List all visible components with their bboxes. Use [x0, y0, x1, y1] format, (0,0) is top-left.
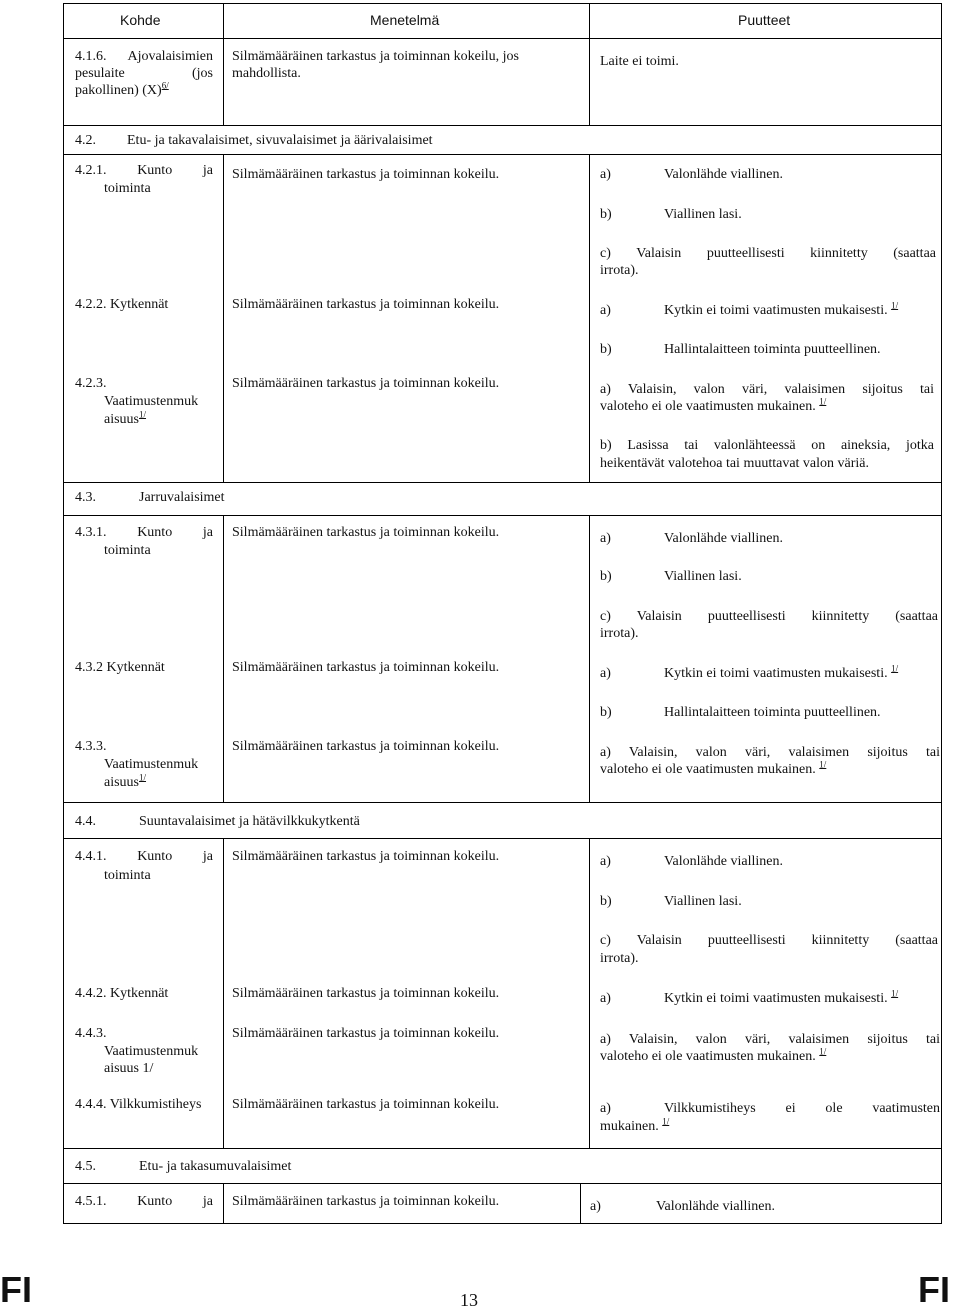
kohde-cell: 4.2.1. Kunto ja: [75, 163, 213, 178]
menetelma-cell: Silmämääräinen tarkastus ja toiminnan kokeilu.: [232, 739, 500, 754]
kohde-cell: toiminta: [104, 181, 151, 196]
column-header-menetelma: Menetelmä: [370, 12, 440, 28]
kohde-cell: aisuus$^{1/}$: [104, 409, 147, 427]
kohde-cell: 4.2.2. Kytkennät: [75, 297, 169, 312]
puute-item: a) Valaisin, valon väri, valaisimen sijoitus tai: [600, 382, 934, 397]
menetelma-cell: Silmämääräinen tarkastus ja toiminnan kokeilu.: [232, 849, 500, 864]
puute-item: c) Valaisin puutteellisesti kiinnitetty (saattaa: [600, 933, 938, 948]
kohde-cell: 4.5.1. Kunto ja: [75, 1194, 213, 1209]
kohde-cell: 4.4.3.: [75, 1026, 107, 1041]
puute-item: mukainen. $^{1/}$: [600, 1116, 670, 1134]
kohde-cell: 4.2.3.: [75, 376, 107, 391]
column-divider: [589, 154, 590, 482]
puute-item: c) Valaisin puutteellisesti kiinnitetty (saattaa: [600, 246, 936, 261]
puute-item: valoteho ei ole vaatimusten mukainen. $^{1/}$: [600, 396, 827, 414]
puute-item: a) Valonlähde viallinen.: [600, 531, 783, 546]
menetelma-cell: Silmämääräinen tarkastus ja toiminnan kokeilu.: [232, 376, 500, 391]
kohde-cell: toiminta: [104, 543, 151, 558]
column-divider: [589, 838, 590, 1148]
puute-item: a) Kytkin ei toimi vaatimusten mukaisesti. $^{1/}$: [600, 300, 899, 318]
kohde-cell: 4.3.1. Kunto ja: [75, 525, 213, 540]
footer-language-left: FI: [0, 1269, 32, 1310]
column-header-puutteet: Puutteet: [738, 12, 791, 28]
puute-item: b) Hallintalaitteen toiminta puutteellinen.: [600, 705, 881, 720]
row-divider: [63, 1148, 942, 1149]
puute-item: a) Valonlähde viallinen.: [600, 854, 783, 869]
section-heading: 4.5. Etu- ja takasumuvalaisimet: [75, 1159, 292, 1174]
menetelma-cell: Silmämääräinen tarkastus ja toiminnan kokeilu.: [232, 167, 500, 182]
puute-item: irrota).: [600, 263, 639, 278]
column-header-kohde: Kohde: [120, 12, 161, 28]
menetelma-cell: Silmämääräinen tarkastus ja toiminnan kokeilu.: [232, 986, 500, 1001]
puute-item: heikentävät valotehoa tai muuttavat valon väriä.: [600, 456, 870, 471]
column-divider: [223, 515, 224, 802]
row-divider: [63, 154, 942, 155]
kohde-cell: 4.3.2 Kytkennät: [75, 660, 165, 675]
section-heading: 4.3. Jarruvalaisimet: [75, 490, 225, 505]
section-heading: 4.2. Etu- ja takavalaisimet, sivuvalaisimet ja äärivalaisimet: [75, 133, 433, 148]
menetelma-cell: Silmämääräinen tarkastus ja toiminnan kokeilu, jos: [232, 49, 519, 64]
section-heading: 4.4. Suuntavalaisimet ja hätävilkkukytkentä: [75, 814, 360, 829]
puute-item: b) Viallinen lasi.: [600, 569, 742, 584]
row-divider: [63, 125, 942, 126]
header-divider: [63, 38, 942, 39]
footer-language-right: FI: [918, 1269, 950, 1310]
puute-item: irrota).: [600, 951, 639, 966]
menetelma-cell: mahdollista.: [232, 66, 301, 81]
puute-item: irrota).: [600, 626, 639, 641]
row-divider: [63, 482, 942, 483]
row-divider: [63, 515, 942, 516]
column-divider: [589, 515, 590, 802]
kohde-cell: Vaatimustenmuk: [104, 394, 199, 409]
puute-item: a) Kytkin ei toimi vaatimusten mukaisesti. $^{1/}$: [600, 663, 899, 681]
column-divider: [589, 3, 590, 125]
puute-item: a) Valaisin, valon väri, valaisimen sijoitus tai: [600, 1032, 940, 1047]
menetelma-cell: Silmämääräinen tarkastus ja toiminnan kokeilu.: [232, 660, 500, 675]
column-divider: [223, 154, 224, 482]
puute-item: valoteho ei ole vaatimusten mukainen. $^{1/}$: [600, 1046, 827, 1064]
puute-item: c) Valaisin puutteellisesti kiinnitetty (saattaa: [600, 609, 938, 624]
kohde-cell: aisuus$^{1/}$: [104, 772, 147, 790]
column-divider: [223, 838, 224, 1148]
puute-item: b) Hallintalaitteen toiminta puutteellinen.: [600, 342, 881, 357]
kohde-cell: Vaatimustenmuk: [104, 1044, 199, 1059]
puute-item: valoteho ei ole vaatimusten mukainen. $^{1/}$: [600, 759, 827, 777]
row-divider: [63, 1183, 942, 1184]
menetelma-cell: Silmämääräinen tarkastus ja toiminnan kokeilu.: [232, 297, 500, 312]
column-divider: [223, 1183, 224, 1224]
puute-item: b) Viallinen lasi.: [600, 894, 742, 909]
menetelma-cell: Silmämääräinen tarkastus ja toiminnan kokeilu.: [232, 1097, 500, 1112]
puute-item: a) Valonlähde viallinen.: [600, 167, 783, 182]
puute-item: a) Vilkkumistiheys ei ole vaatimusten: [600, 1101, 940, 1116]
puute-item: a) Valonlähde viallinen.: [590, 1199, 775, 1214]
kohde-cell: pesulaite (jos: [75, 66, 213, 81]
column-divider: [580, 1183, 581, 1224]
page-number: 13: [460, 1290, 478, 1310]
puute-item: Laite ei toimi.: [600, 54, 679, 69]
puute-item: b) Lasissa tai valonlähteessä on aineksia, jotka: [600, 438, 934, 453]
kohde-cell: 4.4.1. Kunto ja: [75, 849, 213, 864]
kohde-cell: aisuus 1/: [104, 1061, 154, 1076]
kohde-cell: 4.4.2. Kytkennät: [75, 986, 169, 1001]
row-divider: [63, 838, 942, 839]
kohde-cell: 4.3.3.: [75, 739, 107, 754]
puute-item: b) Viallinen lasi.: [600, 207, 742, 222]
menetelma-cell: Silmämääräinen tarkastus ja toiminnan kokeilu.: [232, 525, 500, 540]
kohde-cell: 4.4.4. Vilkkumistiheys: [75, 1097, 202, 1112]
column-divider: [223, 3, 224, 125]
puute-item: a) Valaisin, valon väri, valaisimen sijoitus tai: [600, 745, 940, 760]
row-divider: [63, 802, 942, 803]
menetelma-cell: Silmämääräinen tarkastus ja toiminnan kokeilu.: [232, 1026, 500, 1041]
kohde-cell: pakollinen) $(X)^{6/}$: [75, 80, 169, 98]
puute-item: a) Kytkin ei toimi vaatimusten mukaisesti. $^{1/}$: [600, 988, 899, 1006]
menetelma-cell: Silmämääräinen tarkastus ja toiminnan kokeilu.: [232, 1194, 500, 1209]
kohde-cell: Vaatimustenmuk: [104, 757, 199, 772]
kohde-cell: toiminta: [104, 868, 151, 883]
kohde-cell: 4.1.6. Ajovalaisimien: [75, 49, 213, 64]
